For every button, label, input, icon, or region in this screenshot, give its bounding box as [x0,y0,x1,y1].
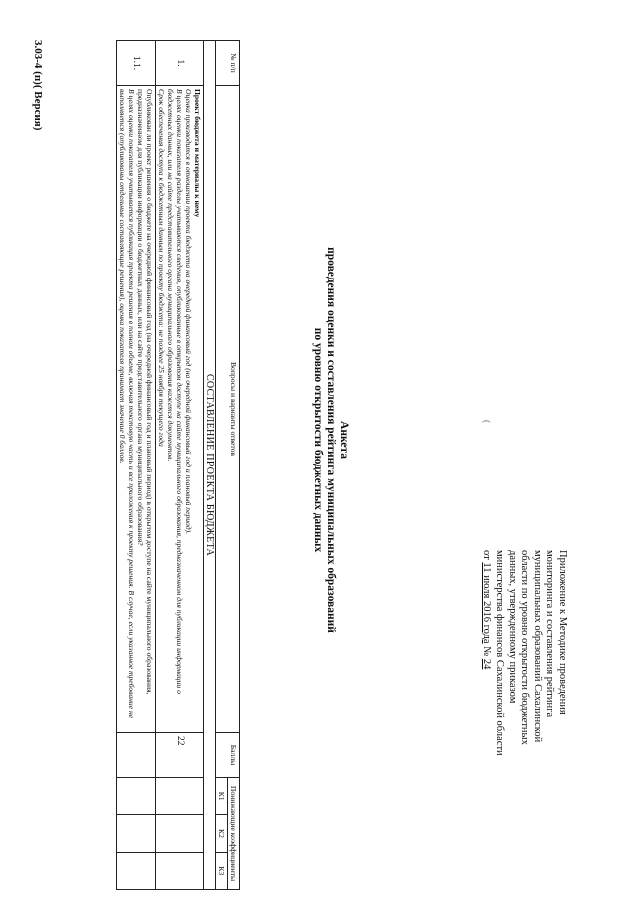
row-number: 1. [156,41,204,86]
appendix-line: министерства финансов Сахалинской области [494,550,506,756]
header-k2: К2 [216,815,228,852]
title-line-1: Анкета [338,421,350,459]
row-content [156,86,204,733]
header-points: Баллы [216,733,240,778]
row-k1 [156,778,204,815]
survey-table [116,40,240,890]
appendix-line: данных, утвержденному приказом [506,550,518,704]
row-heading: Проект бюджета и материалы к нему [193,89,202,218]
date-prefix: от [481,550,493,560]
header-coeffs: Понижающие коэффициенты [228,778,240,890]
title-line-3: по уровню открытости бюджетных данных [312,327,324,553]
appendix-line: Приложение к Методике проведения [557,550,568,715]
title-line-2: проведения оценки и составления рейтинга муниципальных образований [325,247,337,633]
table-row [156,41,204,890]
section-row [204,41,216,890]
appendix-date-line [480,550,493,850]
appendix-line: мониторинга и составления рейтинга [544,550,556,718]
row-k1 [117,778,156,815]
row-k3 [156,852,204,889]
section-title: СОСТАВЛЕНИЕ ПРОЕКТА БЮДЖЕТА [204,41,216,890]
header-question: Вопросы и варианты ответов [216,86,240,733]
header-num: № п/п [216,41,240,86]
row-question: Опубликован ли проект решения о бюджете на очередной финансовый год (на очередной финансовый год и плановый период) в открытом доступе на сайте муниципального образования, предназначенном для публикации информации о бюджетных данных, или на сайте представительного органа муниципального образования? [136,89,154,695]
appendix-line: муниципальных образований Сахалинской [531,550,543,743]
table-header-row [228,41,240,890]
table-row [117,41,156,890]
footer-code: 3.03-4 (п)( Версия) [32,40,44,131]
stamp-mark: ( [482,420,492,423]
header-k1: К1 [216,778,228,815]
header-k3: К3 [216,852,228,889]
row-note: Оценка производится в отношении проекта бюджета на очередной финансовый год (на очередной финансовый год и плановый период). [184,89,193,535]
row-note: В целях оценки показателя разделы учитываются сведения, опубликованные в открытом доступе на сайте муниципального образования, предназначенном для публикации информации о бюджетных данных, или на сайте представительного органа муниципального образования кажется документов. [166,89,184,694]
row-content [117,86,156,733]
row-number: 1.1. [117,41,156,86]
row-k2 [156,815,204,852]
number-value: 24 [481,658,493,670]
date-value: 11 июля 2016 года [481,562,493,644]
row-points: 22 [156,733,204,778]
row-note: В целях оценки показателя учитывается публикация проекта решения в полном объеме, включая текстовую часть и все приложения к проекту решения. В случае, если указанное требование не выполняется (опубликованы отдельные составляющие решения), оценка показателя принимает значение 0 баллов. [118,89,136,719]
row-k3 [117,852,156,889]
appendix-note [480,550,568,850]
appendix-line: области по уровню открытости бюджетных [519,550,531,745]
row-k2 [117,815,156,852]
row-points [117,733,156,778]
number-prefix: № [481,646,493,657]
document-title [311,160,350,720]
row-note: Срок обеспечения доступа к бюджетным данным по проекту бюджета: не позднее 25 ноября текущего года [157,89,166,447]
